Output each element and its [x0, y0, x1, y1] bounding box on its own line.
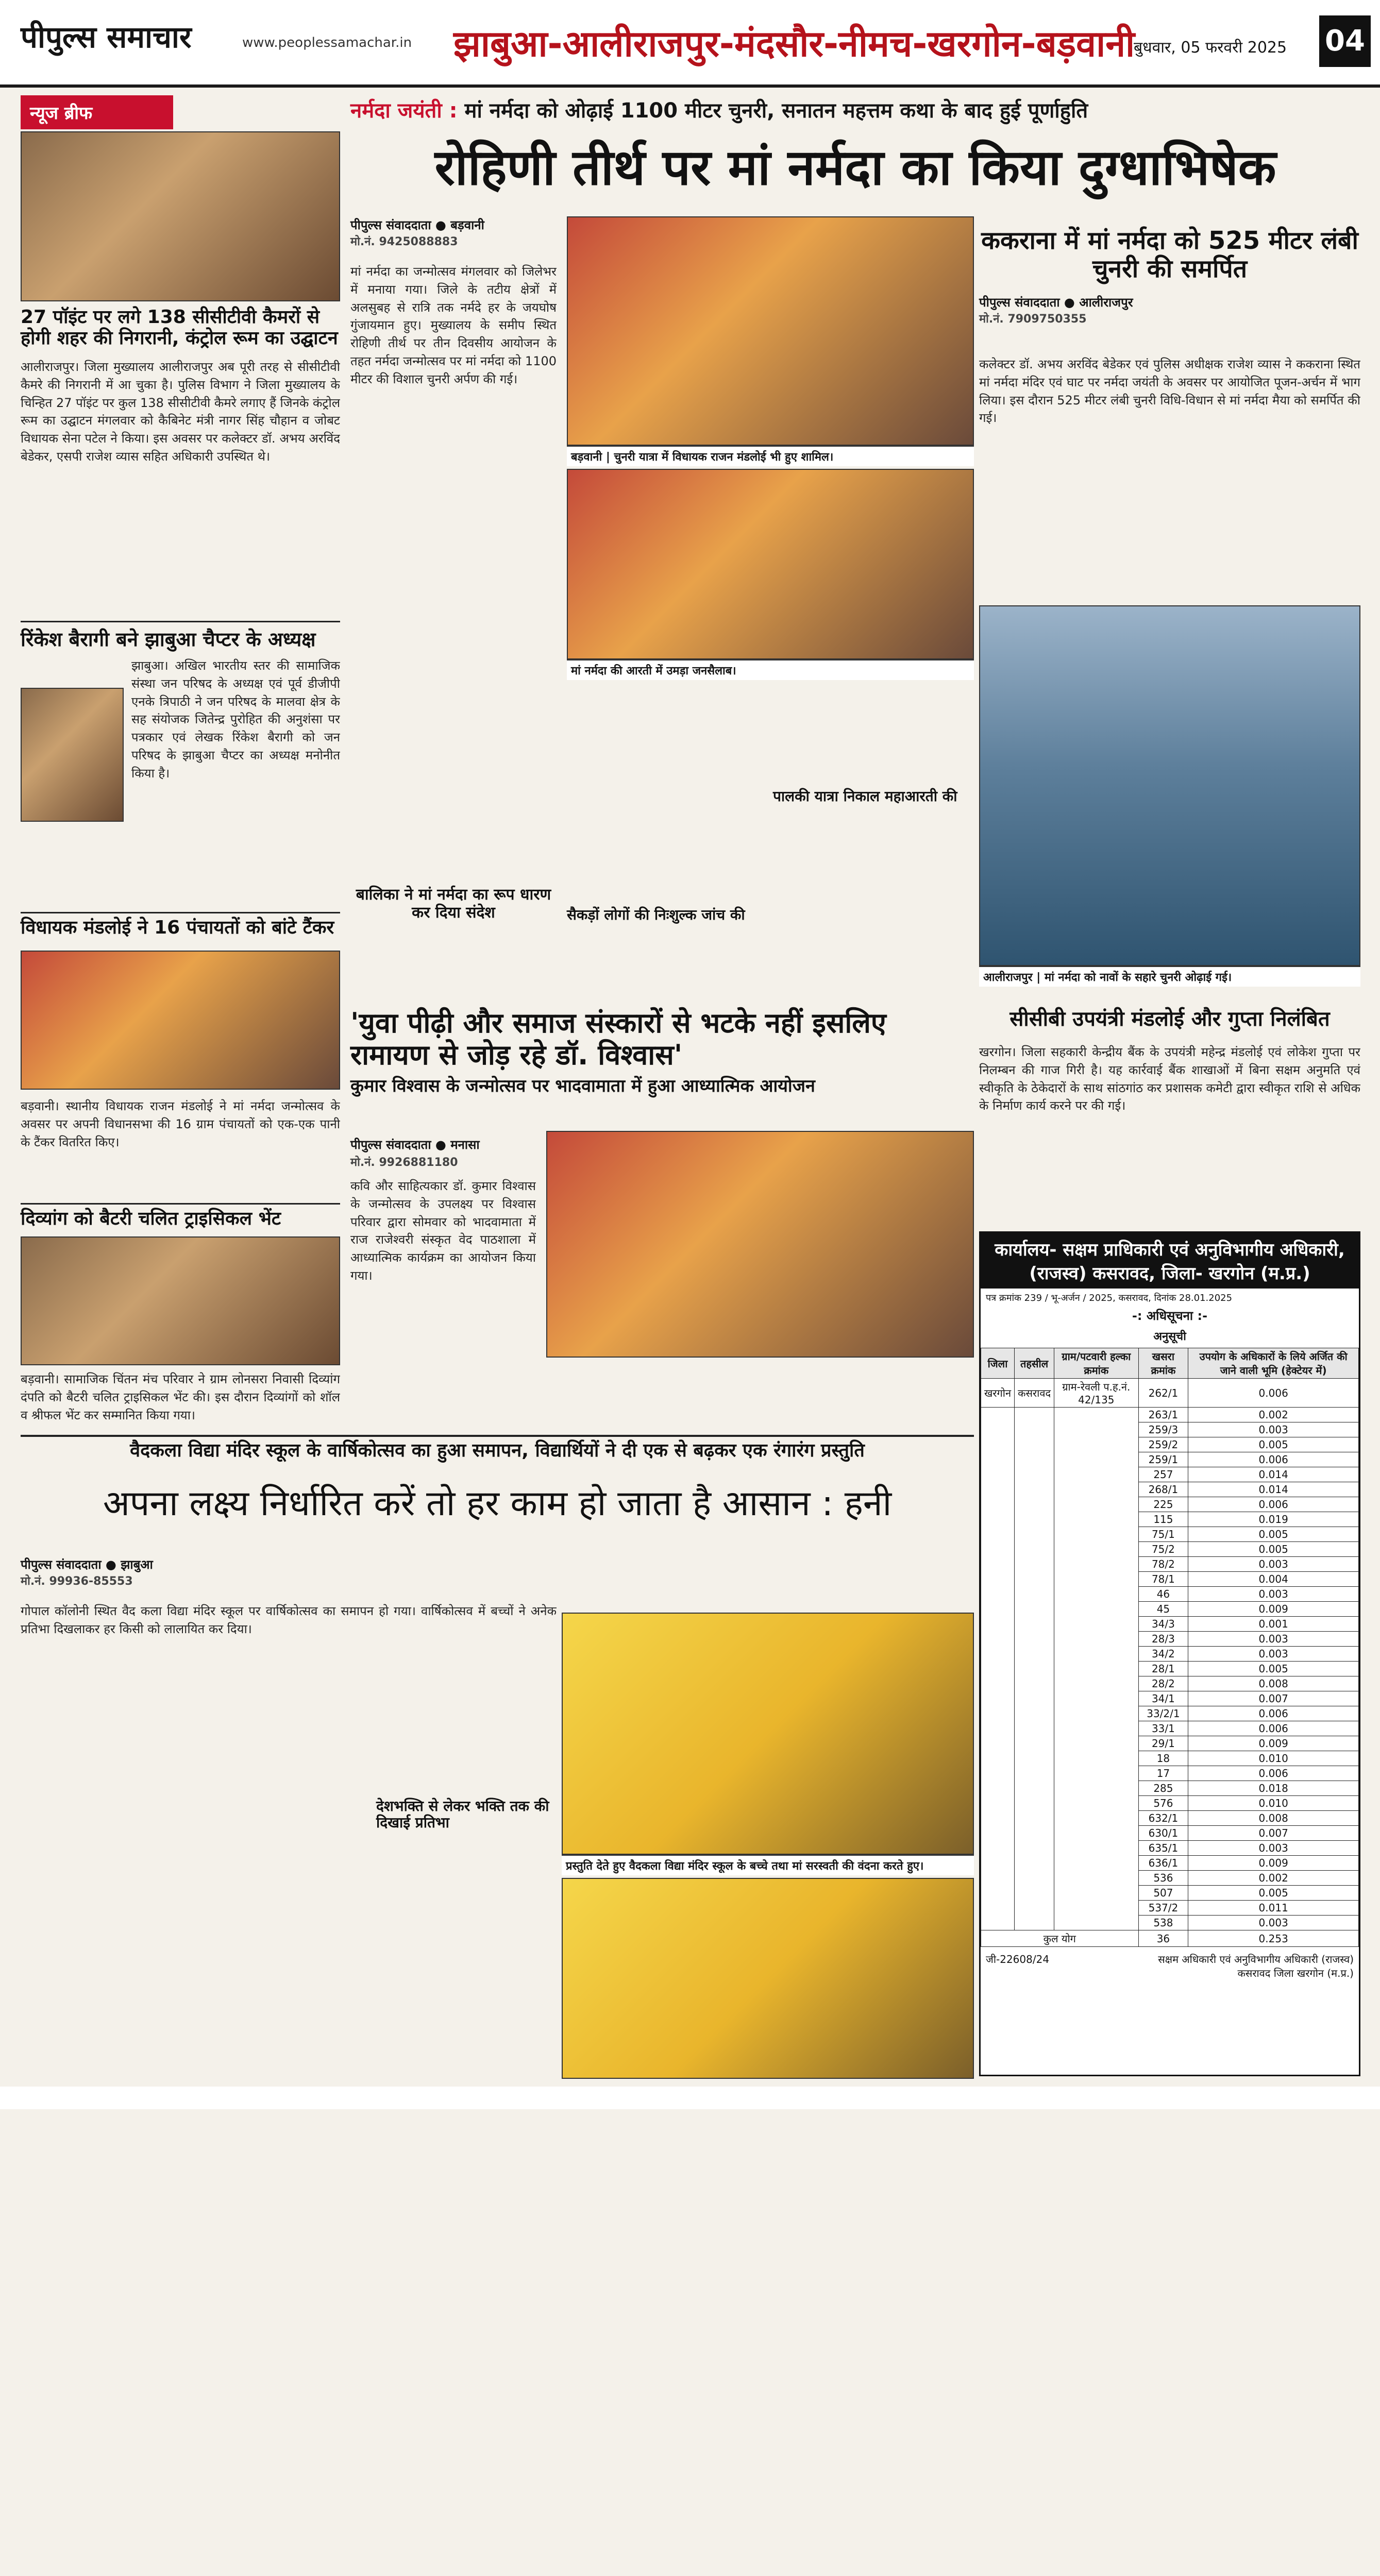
area-cell: 0.003	[1188, 1422, 1359, 1437]
lead-strap	[350, 95, 1360, 131]
area-cell: 0.003	[1188, 1557, 1359, 1572]
empty-cell	[1054, 1706, 1138, 1721]
area-cell: 0.006	[1188, 1452, 1359, 1467]
rinkesh-portrait	[21, 688, 124, 822]
area-cell: 0.006	[1188, 1706, 1359, 1721]
divider	[21, 1203, 340, 1205]
empty-cell	[1015, 1452, 1054, 1467]
khasra-cell: 507	[1138, 1886, 1188, 1901]
divider	[21, 912, 340, 913]
page-number: 04	[1319, 15, 1371, 67]
empty-cell	[1015, 1826, 1054, 1841]
tanker-headline: विधायक मंडलोई ने 16 पंचायतों को बांटे टैंकर	[21, 917, 334, 938]
khasra-cell: 538	[1138, 1916, 1188, 1930]
empty-cell	[1015, 1512, 1054, 1527]
empty-cell	[1054, 1408, 1138, 1422]
empty-cell	[1015, 1916, 1054, 1930]
print-registration-bar	[0, 2087, 1380, 2109]
empty-cell	[1054, 1916, 1138, 1930]
area-cell: 0.005	[1188, 1886, 1359, 1901]
notice-title: कार्यालय- सक्षम प्राधिकारी एवं अनुविभागीय अधिकारी, (राजस्व) कसरावद, जिला- खरगोन (म.प्र.)	[981, 1233, 1359, 1289]
col-district: जिला	[981, 1348, 1015, 1379]
lead-phone: मो.नं. 9425088883	[350, 235, 458, 248]
empty-cell	[981, 1542, 1015, 1557]
empty-cell	[981, 1632, 1015, 1647]
empty-cell	[1015, 1871, 1054, 1886]
table-row	[981, 1721, 1359, 1736]
empty-cell	[981, 1408, 1015, 1422]
khasra-cell: 268/1	[1138, 1482, 1188, 1497]
area-cell: 0.006	[1188, 1379, 1359, 1408]
empty-cell	[981, 1452, 1015, 1467]
area-cell: 0.008	[1188, 1811, 1359, 1826]
empty-cell	[981, 1706, 1015, 1721]
area-cell: 0.009	[1188, 1856, 1359, 1871]
tanker-body: बड़वानी। स्थानीय विधायक राजन मंडलोई ने मां नर्मदा जन्मोत्सव के अवसर पर अपनी विधानसभा की 16 ग्राम पंचायतों को एक-एक पानी के टैंकर वितरित किए।	[21, 1099, 340, 1149]
empty-cell	[1015, 1437, 1054, 1452]
lead-sub-2: सैकड़ों लोगों की निःशुल्क जांच की	[567, 906, 745, 923]
area-cell: 0.003	[1188, 1841, 1359, 1856]
divider	[21, 621, 340, 622]
empty-cell	[1054, 1856, 1138, 1871]
khasra-cell: 45	[1138, 1602, 1188, 1617]
empty-cell	[1054, 1781, 1138, 1796]
empty-cell	[1054, 1542, 1138, 1557]
table-row	[981, 1706, 1359, 1721]
district-cell: खरगोन	[981, 1379, 1015, 1408]
school-body: गोपाल कॉलोनी स्थित वैद कला विद्या मंदिर स्कूल पर वार्षिकोत्सव का समापन हो गया। वार्षिकोत्सव में बच्चों ने अनेक प्रतिभा दिखलाकर हर किसी को लालायित कर दिया।	[21, 1604, 557, 1636]
empty-cell	[1015, 1408, 1054, 1422]
area-cell: 0.009	[1188, 1602, 1359, 1617]
empty-cell	[1015, 1766, 1054, 1781]
empty-cell	[1015, 1691, 1054, 1706]
area-cell: 0.003	[1188, 1632, 1359, 1647]
school-story	[21, 1556, 557, 2081]
empty-cell	[1015, 1676, 1054, 1691]
khasra-cell: 34/3	[1138, 1617, 1188, 1632]
table-row	[981, 1916, 1359, 1930]
empty-cell	[981, 1721, 1015, 1736]
school-photo-1	[562, 1613, 974, 1855]
empty-cell	[1015, 1811, 1054, 1826]
empty-cell	[1054, 1437, 1138, 1452]
table-row	[981, 1766, 1359, 1781]
khasra-cell: 259/1	[1138, 1452, 1188, 1467]
area-cell: 0.010	[1188, 1751, 1359, 1766]
area-cell: 0.007	[1188, 1691, 1359, 1706]
table-row	[981, 1751, 1359, 1766]
kakrana-caption: आलीराजपुर | मां नर्मदा को नावों के सहारे चुनरी ओढ़ाई गई।	[979, 966, 1360, 987]
khasra-cell: 576	[1138, 1796, 1188, 1811]
tricycle-headline: दिव्यांग को बैटरी चलित ट्राइसिकल भेंट	[21, 1208, 281, 1229]
empty-cell	[1015, 1572, 1054, 1587]
table-row	[981, 1632, 1359, 1647]
table-row	[981, 1826, 1359, 1841]
empty-cell	[981, 1901, 1015, 1916]
lead-strap-text: मां नर्मदा को ओढ़ाई 1100 मीटर चुनरी, सनातन महत्तम कथा के बाद हुई पूर्णाहुति	[464, 99, 1088, 123]
schedule-table	[981, 1348, 1359, 1947]
area-cell: 0.018	[1188, 1781, 1359, 1796]
empty-cell	[981, 1766, 1015, 1781]
area-cell: 0.002	[1188, 1871, 1359, 1886]
khasra-cell: 635/1	[1138, 1841, 1188, 1856]
empty-cell	[981, 1527, 1015, 1542]
area-cell: 0.003	[1188, 1916, 1359, 1930]
empty-cell	[1054, 1602, 1138, 1617]
empty-cell	[1054, 1647, 1138, 1662]
col-tehsil: तहसील	[1015, 1348, 1054, 1379]
issue-date: बुधवार, 05 फरवरी 2025	[1134, 39, 1287, 57]
masthead	[0, 0, 1380, 88]
empty-cell	[981, 1602, 1015, 1617]
school-strap: वैदकला विद्या मंदिर स्कूल के वार्षिकोत्सव का हुआ समापन, विद्यार्थियों ने दी एक से बढ़कर एक रंगारंग प्रस्तुति	[130, 1440, 865, 1461]
paper-url[interactable]: www.peoplessamachar.in	[242, 35, 412, 50]
school-sub: देशभक्ति से लेकर भक्ति तक की दिखाई प्रतिभा	[376, 1798, 549, 1832]
col-village: ग्राम/पटवारी हल्का क्रमांक	[1054, 1348, 1138, 1379]
area-cell: 0.005	[1188, 1542, 1359, 1557]
empty-cell	[1054, 1572, 1138, 1587]
kakrana-body: कलेक्टर डॉ. अभय अरविंद बेडेकर एवं पुलिस अधीक्षक राजेश व्यास ने ककराना स्थित मां नर्मदा मंदिर एवं घाट पर नर्मदा जयंती के अवसर पर आयोजित पूजन-अर्चन में भाग लिया। इस दौरान 525 मीटर लंबी चुनरी विधि-विधान से मां नर्मदा मैया को समर्पित की गई।	[979, 357, 1360, 426]
empty-cell	[1054, 1587, 1138, 1602]
empty-cell	[981, 1871, 1015, 1886]
empty-cell	[1015, 1736, 1054, 1751]
vishwas-headline: 'युवा पीढ़ी और समाज संस्कारों से भटके नहीं इसलिए रामायण से जोड़ रहे डॉ. विश्वास'	[350, 1007, 886, 1072]
cctv-headline: 27 पॉइंट पर लगे 138 सीसीटीवी कैमरों से होगी शहर की निगरानी, कंट्रोल रूम का उद्घाटन	[21, 307, 338, 349]
ccb-story	[979, 1007, 1360, 1224]
col-khasra: खसरा क्रमांक	[1138, 1348, 1188, 1379]
empty-cell	[1054, 1422, 1138, 1437]
khasra-cell: 630/1	[1138, 1826, 1188, 1841]
school-headline: अपना लक्ष्य निर्धारित करें तो हर काम हो जाता है आसान : हनी	[103, 1483, 892, 1524]
khasra-cell: 28/2	[1138, 1676, 1188, 1691]
empty-cell	[1054, 1871, 1138, 1886]
area-cell: 0.003	[1188, 1647, 1359, 1662]
vishwas-subheadline: कुमार विश्वास के जन्मोत्सव पर भादवामाता में हुआ आध्यात्मिक आयोजन	[350, 1076, 815, 1097]
empty-cell	[981, 1572, 1015, 1587]
khasra-cell: 537/2	[1138, 1901, 1188, 1916]
divider	[21, 1435, 974, 1437]
lead-body: मां नर्मदा का जन्मोत्सव मंगलवार को जिलेभर में मनाया गया। जिले के तटीय क्षेत्रों में अलसुबह से रात्रि तक नर्मदे हर के जयघोष गुंजायमान हुए। मुख्यालय के समीप स्थित रोहिणी तीर्थ पर तीन दिवसीय आयोजन के तहत नर्मदा जन्मोत्सव पर मां नर्मदा को 1100 मीटर की विशाल चुनरी अर्पण की गई।	[350, 264, 557, 386]
vishwas-byline: पीपुल्स संवाददाता ● मनासा	[350, 1138, 480, 1152]
area-cell: 0.004	[1188, 1572, 1359, 1587]
total-count: 36	[1138, 1930, 1188, 1947]
khasra-cell: 259/3	[1138, 1422, 1188, 1437]
rinkesh-headline: रिंकेश बैरागी बने झाबुआ चैप्टर के अध्यक्ष	[21, 628, 316, 651]
empty-cell	[1015, 1467, 1054, 1482]
lead-caption-2: मां नर्मदा की आरती में उमड़ा जनसैलाब।	[567, 659, 974, 680]
empty-cell	[981, 1437, 1015, 1452]
empty-cell	[1015, 1721, 1054, 1736]
school-caption: प्रस्तुति देते हुए वैदकला विद्या मंदिर स्कूल के बच्चे तथा मां सरस्वती की वंदना करते हुए।	[562, 1855, 974, 1875]
empty-cell	[981, 1676, 1015, 1691]
khasra-cell: 262/1	[1138, 1379, 1188, 1408]
empty-cell	[1054, 1691, 1138, 1706]
empty-cell	[981, 1826, 1015, 1841]
empty-cell	[1015, 1632, 1054, 1647]
cctv-photo	[21, 131, 340, 301]
empty-cell	[1015, 1482, 1054, 1497]
school-photo-2	[562, 1878, 974, 2079]
kakrana-headline: ककराना में मां नर्मदा को 525 मीटर लंबी चुनरी की समर्पित	[981, 226, 1358, 284]
empty-cell	[1015, 1751, 1054, 1766]
lead-sub-1: बालिका ने मां नर्मदा का रूप धारण कर दिया संदेश	[356, 886, 551, 922]
khasra-cell: 78/1	[1138, 1572, 1188, 1587]
table-row	[981, 1542, 1359, 1557]
empty-cell	[1054, 1482, 1138, 1497]
vishwas-phone: मो.नं. 9926881180	[350, 1156, 458, 1169]
news-brief-label: न्यूज ब्रीफ	[21, 95, 173, 129]
khasra-cell: 257	[1138, 1467, 1188, 1482]
area-cell: 0.008	[1188, 1676, 1359, 1691]
empty-cell	[981, 1422, 1015, 1437]
khasra-cell: 259/2	[1138, 1437, 1188, 1452]
news-brief-column	[21, 95, 340, 1430]
empty-cell	[981, 1811, 1015, 1826]
table-row	[981, 1736, 1359, 1751]
tanker-photo	[21, 951, 340, 1090]
notice-code: जी-22608/24	[986, 1953, 1050, 1965]
empty-cell	[1054, 1826, 1138, 1841]
empty-cell	[1054, 1751, 1138, 1766]
khasra-cell: 75/1	[1138, 1527, 1188, 1542]
khasra-cell: 29/1	[1138, 1736, 1188, 1751]
empty-cell	[981, 1467, 1015, 1482]
area-cell: 0.005	[1188, 1437, 1359, 1452]
lead-story	[350, 216, 974, 1005]
table-row	[981, 1379, 1359, 1408]
table-row	[981, 1617, 1359, 1632]
khasra-cell: 34/1	[1138, 1691, 1188, 1706]
empty-cell	[981, 1736, 1015, 1751]
empty-cell	[981, 1691, 1015, 1706]
khasra-cell: 536	[1138, 1871, 1188, 1886]
col-area: उपयोग के अधिकारों के लिये अर्जित की जाने वाली भूमि (हेक्टेयर में)	[1188, 1348, 1359, 1379]
lead-photo-2	[567, 469, 974, 659]
tricycle-body: बड़वानी। सामाजिक चिंतन मंच परिवार ने ग्राम लोनसरा निवासी दिव्यांग दंपति को बैटरी चलित ट्राइसिकल भेंट की। इस दौरान दिव्यांगों को शॉल व श्रीफल भेंट कर सम्मानित किया गया।	[21, 1372, 340, 1422]
table-row	[981, 1781, 1359, 1796]
notice-ref: पत्र क्रमांक 239 / भू-अर्जन / 2025, कसरावद, दिनांक 28.01.2025	[986, 1293, 1233, 1303]
khasra-cell: 33/2/1	[1138, 1706, 1188, 1721]
schedule-label: अनुसूची	[1153, 1330, 1186, 1343]
empty-cell	[1015, 1856, 1054, 1871]
empty-cell	[981, 1751, 1015, 1766]
table-row	[981, 1647, 1359, 1662]
paper-name: पीपुल्स समाचार	[21, 20, 192, 55]
khasra-cell: 285	[1138, 1781, 1188, 1796]
empty-cell	[1054, 1841, 1138, 1856]
kakrana-phone: मो.नं. 7909750355	[979, 313, 1087, 326]
area-cell: 0.006	[1188, 1766, 1359, 1781]
table-row	[981, 1497, 1359, 1512]
empty-cell	[981, 1886, 1015, 1901]
table-row	[981, 1841, 1359, 1856]
empty-cell	[981, 1512, 1015, 1527]
empty-cell	[1054, 1632, 1138, 1647]
empty-cell	[981, 1916, 1015, 1930]
khasra-cell: 46	[1138, 1587, 1188, 1602]
area-cell: 0.014	[1188, 1482, 1359, 1497]
empty-cell	[1015, 1796, 1054, 1811]
village-cell: ग्राम-रेवली प.ह.नं. 42/135	[1054, 1379, 1138, 1408]
area-cell: 0.001	[1188, 1617, 1359, 1632]
total-label: कुल योग	[981, 1930, 1139, 1947]
empty-cell	[1015, 1617, 1054, 1632]
empty-cell	[1015, 1542, 1054, 1557]
table-row	[981, 1408, 1359, 1422]
empty-cell	[1015, 1901, 1054, 1916]
area-cell: 0.009	[1188, 1736, 1359, 1751]
total-area: 0.253	[1188, 1930, 1359, 1947]
lead-kicker: नर्मदा जयंती :	[350, 99, 458, 123]
khasra-cell: 632/1	[1138, 1811, 1188, 1826]
table-row	[981, 1602, 1359, 1617]
khasra-cell: 115	[1138, 1512, 1188, 1527]
school-byline: पीपुल्स संवाददाता ● झाबुआ	[21, 1557, 153, 1572]
land-acquisition-notice	[979, 1231, 1360, 2076]
area-cell: 0.006	[1188, 1497, 1359, 1512]
table-row	[981, 1512, 1359, 1527]
area-cell: 0.007	[1188, 1826, 1359, 1841]
khasra-cell: 636/1	[1138, 1856, 1188, 1871]
table-row	[981, 1467, 1359, 1482]
khasra-cell: 17	[1138, 1766, 1188, 1781]
table-row	[981, 1811, 1359, 1826]
empty-cell	[1054, 1811, 1138, 1826]
empty-cell	[1054, 1467, 1138, 1482]
tricycle-photo	[21, 1236, 340, 1365]
table-row	[981, 1587, 1359, 1602]
empty-cell	[1054, 1497, 1138, 1512]
area-cell: 0.005	[1188, 1662, 1359, 1676]
area-cell: 0.014	[1188, 1467, 1359, 1482]
khasra-cell: 263/1	[1138, 1408, 1188, 1422]
empty-cell	[1015, 1527, 1054, 1542]
empty-cell	[1015, 1602, 1054, 1617]
empty-cell	[1054, 1796, 1138, 1811]
table-row	[981, 1856, 1359, 1871]
notice-heading: -: अधिसूचना :-	[1132, 1309, 1208, 1323]
table-row	[981, 1691, 1359, 1706]
empty-cell	[981, 1662, 1015, 1676]
empty-cell	[1054, 1721, 1138, 1736]
empty-cell	[981, 1482, 1015, 1497]
empty-cell	[1054, 1901, 1138, 1916]
empty-cell	[981, 1557, 1015, 1572]
area-cell: 0.005	[1188, 1527, 1359, 1542]
area-cell: 0.006	[1188, 1721, 1359, 1736]
table-row	[981, 1901, 1359, 1916]
empty-cell	[1054, 1766, 1138, 1781]
area-cell: 0.011	[1188, 1901, 1359, 1916]
empty-cell	[1054, 1736, 1138, 1751]
kakrana-photo	[979, 605, 1360, 966]
area-cell: 0.019	[1188, 1512, 1359, 1527]
empty-cell	[1015, 1841, 1054, 1856]
empty-cell	[981, 1497, 1015, 1512]
area-cell: 0.010	[1188, 1796, 1359, 1811]
empty-cell	[1015, 1587, 1054, 1602]
empty-cell	[1054, 1512, 1138, 1527]
table-row	[981, 1557, 1359, 1572]
khasra-cell: 28/1	[1138, 1662, 1188, 1676]
table-row	[981, 1452, 1359, 1467]
khasra-cell: 78/2	[1138, 1557, 1188, 1572]
table-row	[981, 1482, 1359, 1497]
kakrana-byline: पीपुल्स संवाददाता ● आलीराजपुर	[979, 295, 1133, 310]
table-row	[981, 1527, 1359, 1542]
rinkesh-body: झाबुआ। अखिल भारतीय स्तर की सामाजिक संस्था जन परिषद के अध्यक्ष एवं पूर्व डीजीपी एनके त्रिपाठी ने जन परिषद के मालवा क्षेत्र के सह संयोजक जितेन्द्र पुरोहित की अनुशंसा पर पत्रकार एवं लेखक रिंकेश बैरागी को जन परिषद के झाबुआ चैप्टर का अध्यक्ष मनोनीत किया है।	[131, 658, 340, 781]
notice-signatory: सक्षम अधिकारी एवं अनुविभागीय अधिकारी (राजस्व) कसरावद जिला खरगोन (म.प्र.)	[1158, 1953, 1354, 1979]
empty-cell	[981, 1781, 1015, 1796]
empty-cell	[981, 1587, 1015, 1602]
table-row	[981, 1796, 1359, 1811]
table-row	[981, 1871, 1359, 1886]
khasra-cell: 18	[1138, 1751, 1188, 1766]
table-row	[981, 1662, 1359, 1676]
empty-cell	[1054, 1617, 1138, 1632]
khasra-cell: 225	[1138, 1497, 1188, 1512]
table-row	[981, 1676, 1359, 1691]
empty-cell	[1054, 1886, 1138, 1901]
empty-cell	[1015, 1497, 1054, 1512]
empty-cell	[981, 1856, 1015, 1871]
khasra-cell: 28/3	[1138, 1632, 1188, 1647]
table-row	[981, 1572, 1359, 1587]
kakrana-story	[979, 227, 1360, 999]
empty-cell	[1015, 1662, 1054, 1676]
empty-cell	[1015, 1647, 1054, 1662]
region-title: झाबुआ-आलीराजपुर-मंदसौर-नीमच-खरगोन-बड़वानी	[453, 23, 1135, 65]
vishwas-story	[350, 1007, 974, 1430]
lead-sub-3: पालकी यात्रा निकाल महाआरती की	[773, 788, 957, 805]
ccb-body: खरगोन। जिला सहकारी केन्द्रीय बैंक के उपयंत्री महेन्द्र मंडलोई एवं लोकेश गुप्ता पर निलम्बन की गाज गिरी है। यह कार्रवाई बैंक शाखाओं में बिना सक्षम अनुमति एवं स्वीकृति के ठेकेदारों के साथ सांठगांठ कर प्रशासक कमेटी द्वारा स्वीकृत राशि से अधिक के निर्माण कार्य करने पर की गई।	[979, 1045, 1360, 1113]
vishwas-photo	[546, 1131, 974, 1358]
khasra-cell: 34/2	[1138, 1647, 1188, 1662]
tehsil-cell: कसरावद	[1015, 1379, 1054, 1408]
lead-byline: पीपुल्स संवाददाता ● बड़वानी	[350, 218, 484, 232]
empty-cell	[1054, 1557, 1138, 1572]
cctv-body: आलीराजपुर। जिला मुख्यालय आलीराजपुर अब पूरी तरह से सीसीटीवी कैमरे की निगरानी में आ चुका है। पुलिस विभाग ने जिला मुख्यालय के चिन्हित 27 पॉइंट पर कुल 138 सीसीटीवी कैमरे लगाए हैं जिनके कंट्रोल रूम का उद्घाटन मंगलवार को कैबिनेट मंत्री नागर सिंह चौहान व जोबट विधायक सेना पटेल ने किया। इस अवसर पर कलेक्टर डॉ. अभय अरविंद बेडेकर, एसपी राजेश व्यास सहित अधिकारी उपस्थित थे।	[21, 360, 340, 464]
school-phone: मो.नं. 99936-85553	[21, 1575, 133, 1588]
lead-caption-1: बड़वानी | चुनरी यात्रा में विधायक राजन मंडलोई भी हुए शामिल।	[567, 446, 974, 466]
empty-cell	[1015, 1706, 1054, 1721]
empty-cell	[1015, 1781, 1054, 1796]
empty-cell	[981, 1841, 1015, 1856]
empty-cell	[1054, 1452, 1138, 1467]
vishwas-body: कवि और साहित्यकार डॉ. कुमार विश्वास के जन्मोत्सव के उपलक्ष्य पर विश्वास परिवार द्वारा सोमवार को भादवामाता में राज राजेश्वरी संस्कृत वेद पाठशाला में आध्यात्मिक कार्यक्रम का आयोजन किया गया।	[350, 1179, 536, 1283]
khasra-cell: 33/1	[1138, 1721, 1188, 1736]
empty-cell	[981, 1617, 1015, 1632]
area-cell: 0.002	[1188, 1408, 1359, 1422]
table-row	[981, 1422, 1359, 1437]
area-cell: 0.003	[1188, 1587, 1359, 1602]
empty-cell	[1015, 1557, 1054, 1572]
empty-cell	[1015, 1886, 1054, 1901]
empty-cell	[1054, 1662, 1138, 1676]
ccb-headline: सीसीबी उपयंत्री मंडलोई और गुप्ता निलंबित	[1009, 1007, 1330, 1031]
empty-cell	[1054, 1527, 1138, 1542]
khasra-cell: 75/2	[1138, 1542, 1188, 1557]
lead-photo-1	[567, 216, 974, 446]
empty-cell	[1054, 1676, 1138, 1691]
lead-headline: रोहिणी तीर्थ पर मां नर्मदा का किया दुग्धाभिषेक	[434, 139, 1276, 196]
empty-cell	[1015, 1422, 1054, 1437]
table-row	[981, 1437, 1359, 1452]
table-row	[981, 1886, 1359, 1901]
empty-cell	[981, 1647, 1015, 1662]
empty-cell	[981, 1796, 1015, 1811]
